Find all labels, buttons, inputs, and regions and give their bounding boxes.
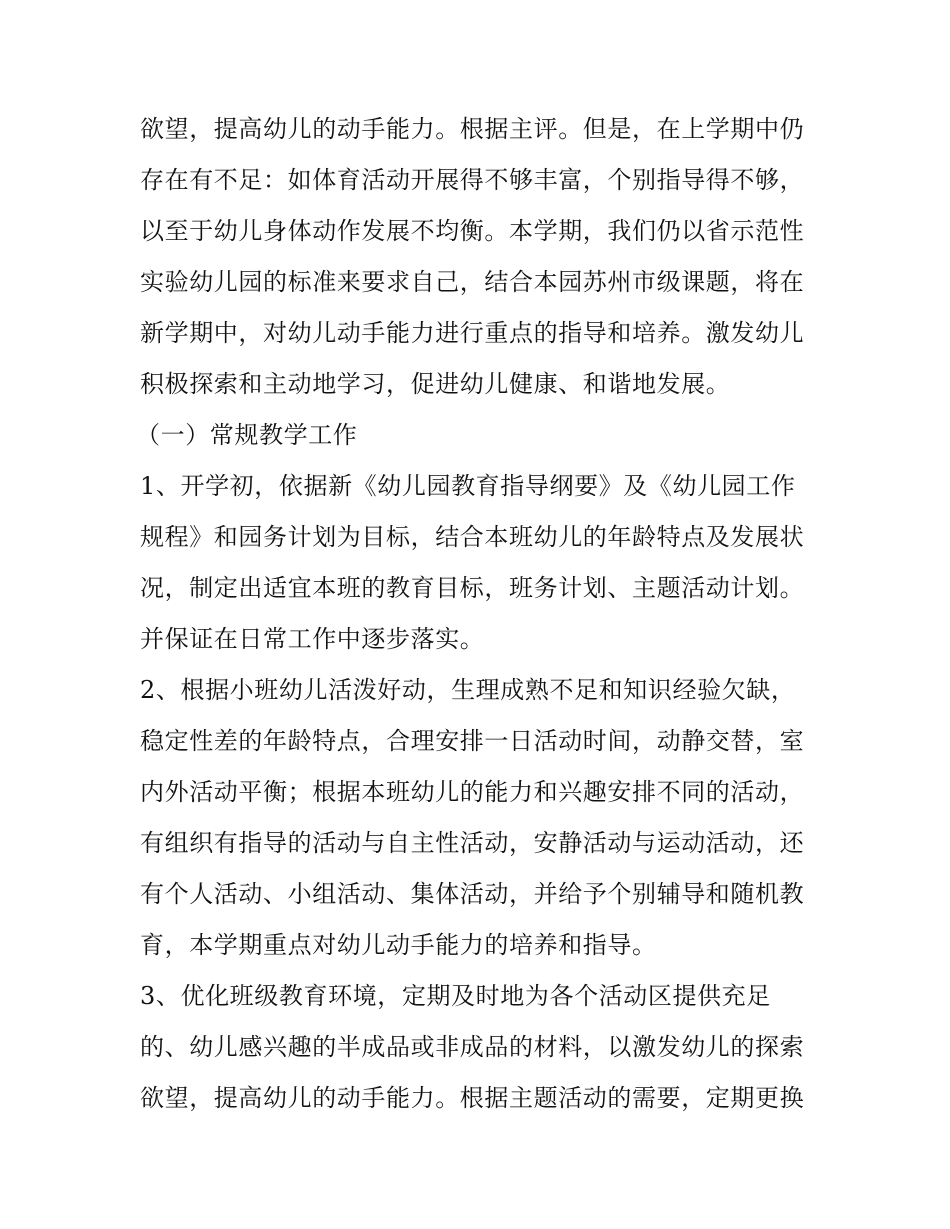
text-line: 育，本学期重点对幼儿动手能力的培养和指导。 bbox=[140, 931, 657, 959]
text-line: 实验幼儿园的标准来要求自己，结合本园苏州市级课题，将在 bbox=[140, 268, 805, 296]
text-line: 以至于幼儿身体动作发展不均衡。本学期，我们仍以省示范性 bbox=[140, 217, 805, 245]
text-line: 稳定性差的年龄特点，合理安排一日活动时间，动静交替，室 bbox=[140, 727, 805, 755]
text-line: 1、开学初，依据新《幼儿园教育指导纲要》及《幼儿园工作 bbox=[140, 472, 796, 500]
text-line: 存在有不足：如体育活动开展得不够丰富，个别指导得不够， bbox=[140, 166, 805, 194]
text-line: 新学期中，对幼儿动手能力进行重点的指导和培养。激发幼儿 bbox=[140, 319, 805, 347]
text-line: 2、根据小班幼儿活泼好动，生理成熟不足和知识经验欠缺， bbox=[140, 676, 796, 704]
text-line: 规程》和园务计划为目标，结合本班幼儿的年龄特点及发展状 bbox=[140, 523, 805, 551]
text-line: 况，制定出适宜本班的教育目标，班务计划、主题活动计划。 bbox=[140, 574, 805, 602]
text-line: 内外活动平衡；根据本班幼儿的能力和兴趣安排不同的活动， bbox=[140, 778, 805, 806]
text-line: 欲望，提高幼儿的动手能力。根据主评。但是，在上学期中仍 bbox=[140, 115, 805, 143]
text-line: 3、优化班级教育环境，定期及时地为各个活动区提供充足 bbox=[140, 982, 771, 1010]
document-body bbox=[136, 104, 820, 1124]
text-line: 有组织有指导的活动与自主性活动，安静活动与运动活动，还 bbox=[140, 829, 805, 857]
text-line: 欲望，提高幼儿的动手能力。根据主题活动的需要，定期更换 bbox=[140, 1084, 805, 1112]
text-line: 的、幼儿感兴趣的半成品或非成品的材料，以激发幼儿的探索 bbox=[140, 1033, 805, 1061]
section-heading: （一）常规教学工作 bbox=[136, 421, 358, 449]
text-line: 并保证在日常工作中逐步落实。 bbox=[140, 625, 485, 653]
text-line: 积极探索和主动地学习，促进幼儿健康、和谐地发展。 bbox=[140, 370, 731, 398]
text-line: 有个人活动、小组活动、集体活动，并给予个别辅导和随机教 bbox=[140, 880, 805, 908]
